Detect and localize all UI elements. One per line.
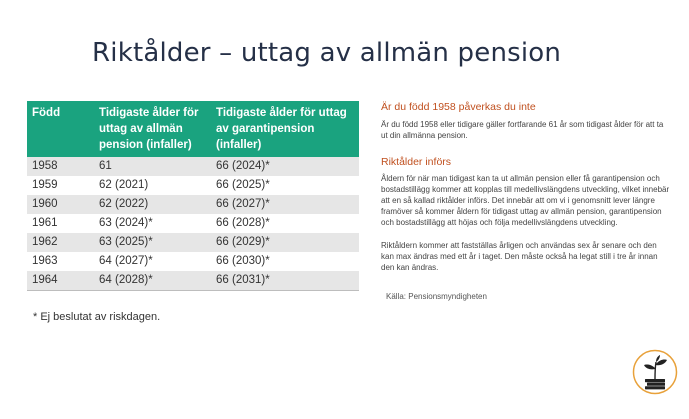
cell-general-pension: 63 (2024)* bbox=[94, 214, 211, 233]
paragraph-riktalder-adjustment: Riktåldern kommer att fastställas årligen och användas sex år senare och den kan max ändras med ett år i taget. Den måste också ha legat still i tre år innan den kan ändras. bbox=[381, 241, 658, 272]
cell-guarantee-pension: 66 (2024)* bbox=[211, 157, 359, 176]
page-title: Riktålder – uttag av allmän pension bbox=[92, 38, 562, 68]
header-born: Född bbox=[27, 101, 94, 157]
paragraph-born-1958: Är du född 1958 eller tidigare gäller fortfarande 61 år som tidigast ålder för att ta ut din allmänna pension. bbox=[381, 120, 664, 140]
table-row bbox=[27, 214, 359, 233]
header-earliest-guarantee-pension: Tidigaste ålder för uttag av garantipension (infaller) bbox=[211, 101, 359, 157]
heading-born-1958: Är du född 1958 påverkas du inte bbox=[381, 101, 536, 113]
pension-age-table bbox=[27, 101, 359, 291]
table-row bbox=[27, 195, 359, 214]
cell-general-pension: 62 (2022) bbox=[94, 195, 211, 214]
table-row bbox=[27, 157, 359, 176]
table-row bbox=[27, 271, 359, 291]
cell-general-pension: 61 bbox=[94, 157, 211, 176]
cell-born: 1961 bbox=[27, 214, 94, 233]
table-row bbox=[27, 252, 359, 271]
source-note: Källa: Pensionsmyndigheten bbox=[386, 292, 487, 301]
table-header-row bbox=[27, 101, 359, 157]
footnote: * Ej beslutat av riskdagen. bbox=[33, 311, 161, 323]
cell-guarantee-pension: 66 (2025)* bbox=[211, 176, 359, 195]
cell-general-pension: 63 (2025)* bbox=[94, 233, 211, 252]
cell-general-pension: 64 (2027)* bbox=[94, 252, 211, 271]
heading-riktalder: Riktålder införs bbox=[381, 156, 452, 168]
cell-guarantee-pension: 66 (2029)* bbox=[211, 233, 359, 252]
cell-guarantee-pension: 66 (2027)* bbox=[211, 195, 359, 214]
table-row bbox=[27, 176, 359, 195]
cell-guarantee-pension: 66 (2031)* bbox=[211, 271, 359, 291]
cell-guarantee-pension: 66 (2030)* bbox=[211, 252, 359, 271]
cell-born: 1958 bbox=[27, 157, 94, 176]
plant-on-books-icon bbox=[632, 349, 678, 395]
cell-born: 1964 bbox=[27, 271, 94, 291]
cell-guarantee-pension: 66 (2028)* bbox=[211, 214, 359, 233]
cell-general-pension: 64 (2028)* bbox=[94, 271, 211, 291]
cell-general-pension: 62 (2021) bbox=[94, 176, 211, 195]
cell-born: 1962 bbox=[27, 233, 94, 252]
table-row bbox=[27, 233, 359, 252]
paragraph-riktalder: Åldern för när man tidigast kan ta ut allmän pension eller få garantipension och bostadstillägg kommer att kopplas till medellivslängdens utveckling, vilket innebär att en så kallad riktålder införs. Det innebär att om vi i genomsnitt lever längre framöver så kommer åldern för tidigast uttag av allmän pension, garantipension och bostadstillägg att höjas och följa medellivslängdens utveckling. bbox=[381, 174, 670, 227]
header-earliest-general-pension: Tidigaste ålder för uttag av allmän pension (infaller) bbox=[94, 101, 211, 157]
cell-born: 1960 bbox=[27, 195, 94, 214]
cell-born: 1959 bbox=[27, 176, 94, 195]
cell-born: 1963 bbox=[27, 252, 94, 271]
